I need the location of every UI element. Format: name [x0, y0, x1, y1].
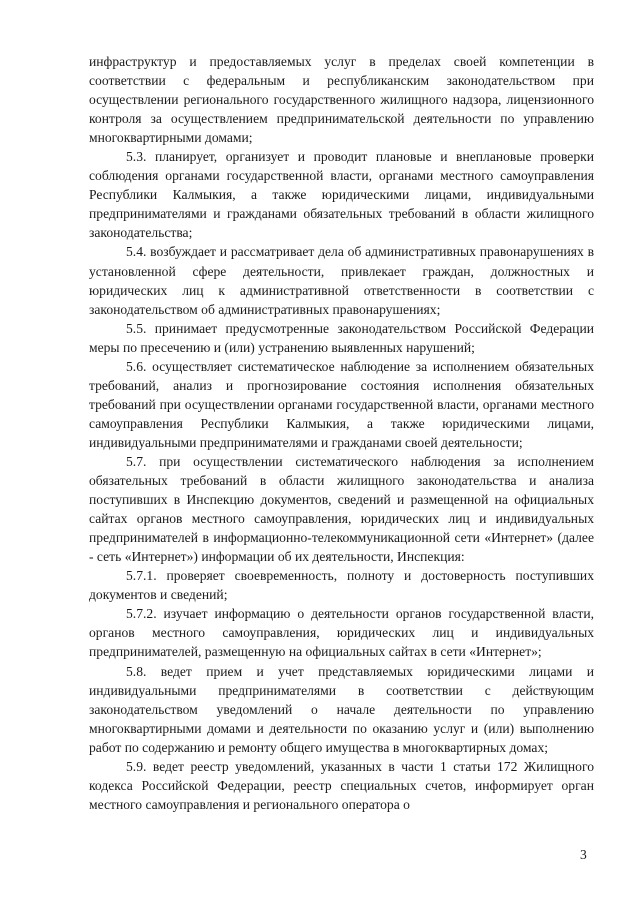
paragraph-5-7-1: 5.7.1. проверяет своевременность, полноту и достоверность поступивших документов и сведений;	[89, 568, 594, 603]
paragraph-5-6: 5.6. осуществляет систематическое наблюдение за исполнением обязательных требований, анализ и прогнозирование состояния исполнения обязательных требований при осуществлении органами государственной власти, органами местного самоуправления Республики Калмыкия, а также юридическими лицами, индивидуальными предпринимателями и гражданами своей деятельности;	[89, 358, 594, 450]
paragraph-5-5: 5.5. принимает предусмотренные законодательством Российской Федерации меры по пресечению и (или) устранению выявленных нарушений;	[89, 320, 594, 355]
paragraph-5-7: 5.7. при осуществлении систематического наблюдения за исполнением обязательных требований в области жилищного законодательства и анализа поступивших в Инспекцию документов, сведений и размещенной на официальных сайтах органов местного самоуправления, юридических лиц и индивидуальных предпринимателей в информационно-телекоммуникационной сети «Интернет» (далее - сеть «Интернет») информации об их деятельности, Инспекция:	[89, 453, 594, 565]
paragraph-5-4: 5.4. возбуждает и рассматривает дела об административных правонарушениях в установленной сфере деятельности, привлекает граждан, должностных и юридических лиц к административной ответственности в соответствии с законодательством об административных правонарушениях;	[89, 244, 594, 317]
document-page	[89, 52, 594, 814]
paragraph-5-7-2: 5.7.2. изучает информацию о деятельности органов государственной власти, органов местного самоуправления, юридических лиц и индивидуальных предпринимателей, размещенную на официальных сайтах в сети «Интернет»;	[89, 606, 594, 660]
paragraph-5-3: 5.3. планирует, организует и проводит плановые и внеплановые проверки соблюдения органами государственной власти, органами местного самоуправления Республики Калмыкия, а также юридическими лицами, индивидуальными предпринимателями и гражданами обязательных требований в области жилищного законодательства;	[89, 149, 594, 241]
page-number: 3	[580, 847, 587, 862]
paragraph-5-9: 5.9. ведет реестр уведомлений, указанных в части 1 статьи 172 Жилищного кодекса Российской Федерации, реестр специальных счетов, информирует орган местного самоуправления и регионального оператора о	[89, 758, 594, 812]
paragraph-infrastructure: инфраструктур и предоставляемых услуг в пределах своей компетенции в соответствии с федеральным и республиканским законодательством при осуществлении регионального государственного жилищного надзора, лицензионного контроля за осуществлением предпринимательской деятельности по управлению многоквартирными домами;	[89, 54, 594, 146]
paragraph-5-8: 5.8. ведет прием и учет представляемых юридическими лицами и индивидуальными предпринимателями в соответствии с действующим законодательством уведомлений о начале деятельности по управлению многоквартирными домами и деятельности по оказанию услуг и (или) выполнению работ по содержанию и ремонту общего имущества в многоквартирных домах;	[89, 663, 594, 755]
